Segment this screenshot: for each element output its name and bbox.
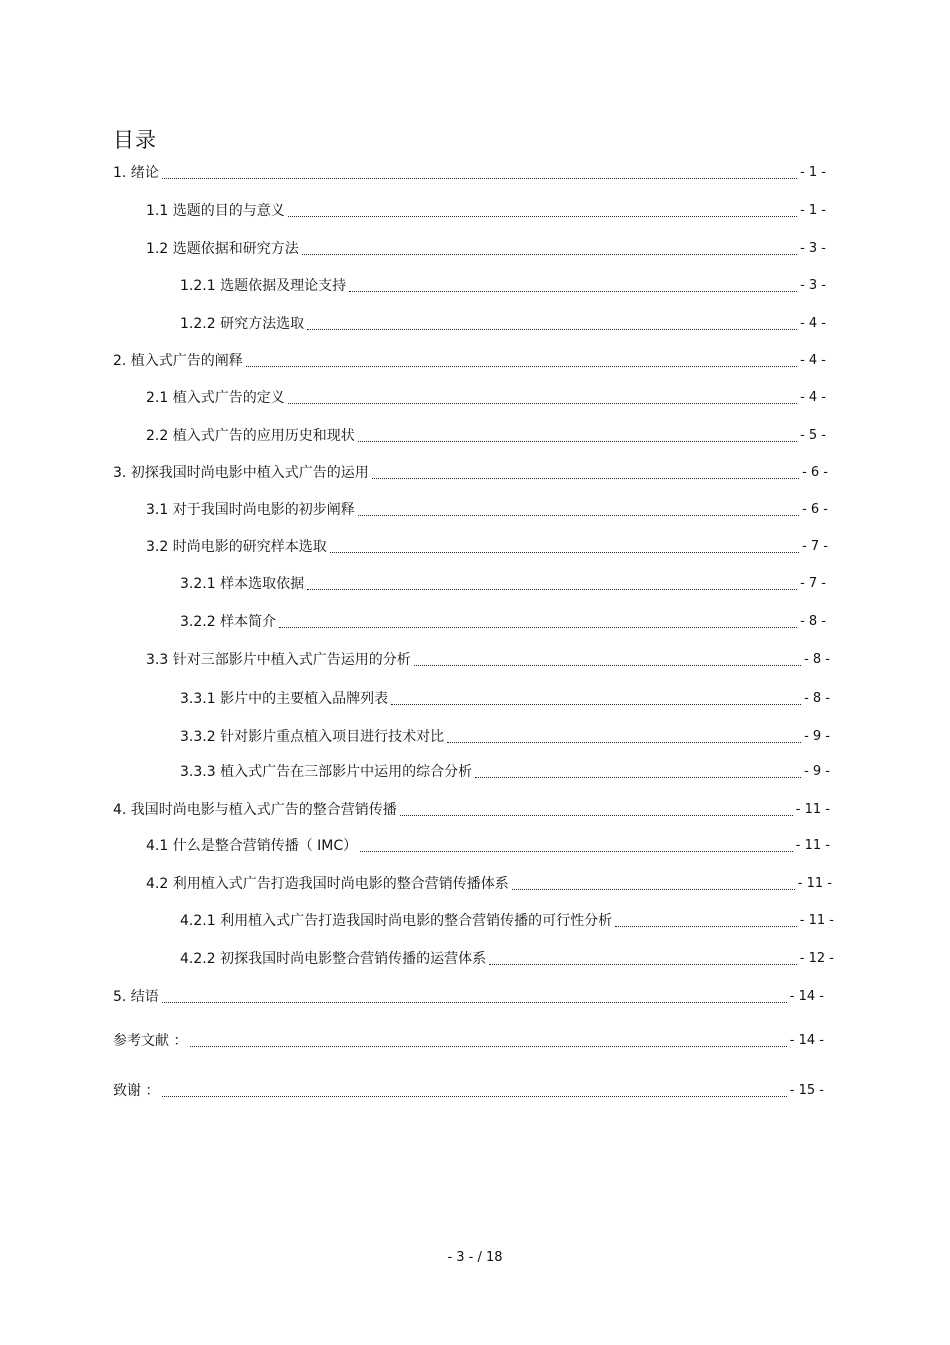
page-footer: - 3 - / 18 — [447, 1250, 503, 1265]
dot-leader — [307, 588, 797, 590]
toc-entry-label: 1.2.2 研究方法选取 — [180, 316, 305, 332]
toc-entry-page: - 1 - — [800, 165, 826, 180]
toc-entry[interactable] — [146, 874, 832, 894]
toc-entry-page: - 11 - — [799, 913, 834, 928]
dot-leader — [302, 253, 797, 255]
toc-entry-label: 2.1 植入式广告的定义 — [146, 390, 285, 406]
toc-entry-label: 2.2 植入式广告的应用历史和现状 — [146, 428, 355, 444]
dot-leader — [330, 551, 799, 553]
toc-entry-label: 致谢 ： — [113, 1083, 160, 1099]
toc-entry[interactable] — [180, 911, 834, 931]
dot-leader — [400, 814, 793, 816]
toc-entry[interactable] — [180, 762, 830, 782]
dot-leader — [512, 888, 795, 890]
dot-leader — [615, 925, 797, 927]
toc-entry-label: 参考文献 ： — [113, 1033, 188, 1049]
dot-leader — [246, 365, 797, 367]
toc-entry-page: - 4 - — [800, 390, 826, 405]
toc-entry-label: 4.1 什么是整合营销传播（ IMC） — [146, 838, 358, 854]
toc-entry-label: 1. 绪论 — [113, 165, 159, 181]
dot-leader — [288, 402, 797, 404]
toc-entry-page: - 4 - — [800, 316, 826, 331]
toc-entry-label: 2. 植入式广告的阐释 — [113, 353, 243, 369]
dot-leader — [391, 703, 801, 705]
toc-entry-page: - 9 - — [804, 729, 830, 744]
toc-entry-label: 3.2.2 样本简介 — [180, 614, 277, 630]
toc-entry[interactable] — [146, 650, 830, 670]
toc-entry[interactable] — [146, 426, 826, 446]
toc-entry[interactable] — [180, 949, 834, 969]
toc-entry-page: - 8 - — [804, 691, 830, 706]
toc-entry-page: - 14 - — [789, 989, 824, 1004]
toc-entry[interactable] — [180, 276, 826, 296]
toc-entry-page: - 8 - — [804, 652, 830, 667]
toc-entry-page: - 11 - — [797, 876, 832, 891]
toc-entry-page: - 9 - — [804, 764, 830, 779]
toc-entry[interactable] — [146, 537, 828, 557]
toc-entry-label: 5. 结语 — [113, 989, 159, 1005]
toc-entry[interactable] — [146, 836, 830, 856]
toc-entry[interactable] — [180, 612, 826, 632]
toc-entry[interactable] — [113, 351, 826, 371]
toc-entry-label: 4.2 利用植入式广告打造我国时尚电影的整合营销传播体系 — [146, 876, 509, 892]
toc-entry-label: 3.3.3 植入式广告在三部影片中运用的综合分析 — [180, 764, 473, 780]
toc-entry-label: 3.3 针对三部影片中植入式广告运用的分析 — [146, 652, 411, 668]
toc-entry-page: - 3 - — [800, 241, 826, 256]
toc-entry[interactable] — [113, 987, 824, 1007]
toc-entry-label: 1.2.1 选题依据及理论支持 — [180, 278, 347, 294]
toc-entry-label: 1.2 选题依据和研究方法 — [146, 241, 299, 257]
toc-entry[interactable] — [146, 500, 828, 520]
dot-leader — [279, 626, 797, 628]
dot-leader — [360, 850, 793, 852]
toc-entry-page: - 7 - — [800, 576, 826, 591]
dot-leader — [475, 776, 801, 778]
toc-entry-page: - 6 - — [802, 502, 828, 517]
toc-entry-label: 4. 我国时尚电影与植入式广告的整合营销传播 — [113, 802, 397, 818]
toc-entry[interactable] — [180, 574, 826, 594]
dot-leader — [288, 215, 797, 217]
toc-entry-page: - 4 - — [800, 353, 826, 368]
toc-entry-page: - 3 - — [800, 278, 826, 293]
dot-leader — [358, 514, 799, 516]
toc-entry-page: - 11 - — [795, 802, 830, 817]
dot-leader — [489, 963, 797, 965]
toc-entry-page: - 7 - — [802, 539, 828, 554]
toc-entry-page: - 15 - — [789, 1083, 824, 1098]
toc-entry[interactable] — [180, 689, 830, 709]
toc-entry-label: 1.1 选题的目的与意义 — [146, 203, 285, 219]
dot-leader — [307, 328, 797, 330]
toc-entry-label: 3. 初探我国时尚电影中植入式广告的运用 — [113, 465, 369, 481]
toc-entry-page: - 1 - — [800, 203, 826, 218]
dot-leader — [162, 177, 797, 179]
toc-entry[interactable] — [113, 463, 828, 483]
toc-entry-page: - 8 - — [800, 614, 826, 629]
toc-entry[interactable] — [146, 201, 826, 221]
toc-entry-label: 3.3.1 影片中的主要植入品牌列表 — [180, 691, 389, 707]
toc-entry-page: - 14 - — [789, 1033, 824, 1048]
toc-entry-page: - 5 - — [800, 428, 826, 443]
toc-entry-label: 4.2.1 利用植入式广告打造我国时尚电影的整合营销传播的可行性分析 — [180, 913, 613, 929]
toc-entry[interactable] — [146, 239, 826, 259]
toc-entry[interactable] — [146, 388, 826, 408]
dot-leader — [447, 741, 801, 743]
toc-entry[interactable] — [180, 314, 826, 334]
toc-entry-label: 3.2 时尚电影的研究样本选取 — [146, 539, 327, 555]
toc-entry[interactable] — [113, 1081, 824, 1101]
dot-leader — [162, 1095, 786, 1097]
dot-leader — [162, 1001, 787, 1003]
toc-entry-page: - 6 - — [802, 465, 828, 480]
dot-leader — [414, 664, 801, 666]
toc-entry-page: - 12 - — [799, 951, 834, 966]
toc-entry[interactable] — [113, 163, 826, 183]
dot-leader — [190, 1045, 786, 1047]
toc-entry[interactable] — [180, 727, 830, 747]
dot-leader — [349, 290, 797, 292]
toc-entry-page: - 11 - — [795, 838, 830, 853]
dot-leader — [358, 440, 797, 442]
toc-entry-label: 3.1 对于我国时尚电影的初步阐释 — [146, 502, 355, 518]
dot-leader — [372, 477, 799, 479]
toc-entry-label: 4.2.2 初探我国时尚电影整合营销传播的运营体系 — [180, 951, 487, 967]
toc-entry-label: 3.2.1 样本选取依据 — [180, 576, 305, 592]
toc-title: 目录 — [113, 128, 157, 152]
toc-entry-label: 3.3.2 针对影片重点植入项目进行技术对比 — [180, 729, 445, 745]
toc-entry[interactable] — [113, 800, 830, 820]
toc-entry[interactable] — [113, 1031, 824, 1051]
